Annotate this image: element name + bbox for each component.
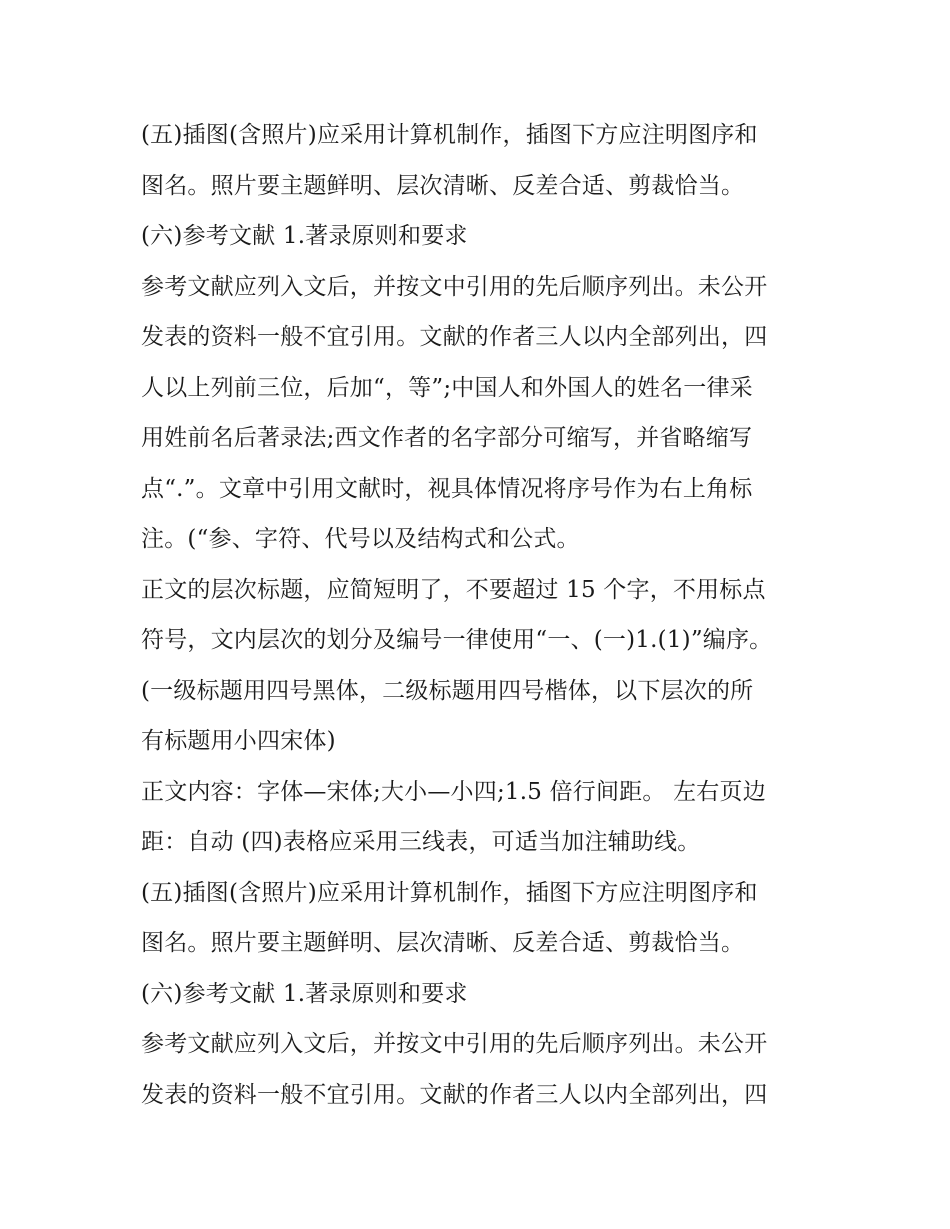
document-body: [141, 110, 813, 1120]
text-line: 正文的层次标题，应简短明了，不要超过 15 个字，不用标点: [141, 576, 766, 603]
text-line: 符号，文内层次的划分及编号一律使用“一、(一)1.(1)”编序。: [141, 627, 773, 653]
text-line: 图名。照片要主题鲜明、层次清晰、反差合适、剪裁恰当。: [141, 172, 745, 199]
text-line: 图名。照片要主题鲜明、层次清晰、反差合适、剪裁恰当。: [141, 930, 745, 956]
text-line: 有标题用小四宋体): [141, 728, 336, 754]
text-line: (一级标题用四号黑体，二级标题用四号楷体，以下层次的所: [141, 677, 754, 704]
text-line: 参考文献应列入文后，并按文中引用的先后顺序列出。未公开: [141, 1031, 768, 1057]
text-line: 发表的资料一般不宜引用。文献的作者三人以内全部列出，四: [141, 1081, 768, 1108]
text-line: 人以上列前三位，后加“，等”;中国人和外国人的姓名一律采: [141, 374, 753, 401]
text-line: (六)参考文献 1.著录原则和要求: [141, 980, 468, 1007]
text-line: 正文内容：字体—宋体;大小—小四;1.5 倍行间距。 左右页边: [141, 778, 766, 805]
text-line: 参考文献应列入文后，并按文中引用的先后顺序列出。未公开: [141, 273, 768, 300]
text-line: (五)插图(含照片)应采用计算机制作，插图下方应注明图序和: [141, 122, 758, 148]
text-line: 距：自动 (四)表格应采用三线表，可适当加注辅助线。: [141, 829, 701, 855]
text-line: 点“.”。文章中引用文献时，视具体情况将序号作为右上角标: [141, 475, 753, 502]
text-line: (五)插图(含照片)应采用计算机制作，插图下方应注明图序和: [141, 879, 758, 906]
text-line: 注。(“参、字符、代号以及结构式和公式。: [141, 526, 580, 552]
text-line: 用姓前名后著录法;西文作者的名字部分可缩写，并省略缩写: [141, 425, 753, 451]
text-line: (六)参考文献 1.著录原则和要求: [141, 223, 468, 249]
text-line: 发表的资料一般不宜引用。文献的作者三人以内全部列出，四: [141, 324, 768, 350]
